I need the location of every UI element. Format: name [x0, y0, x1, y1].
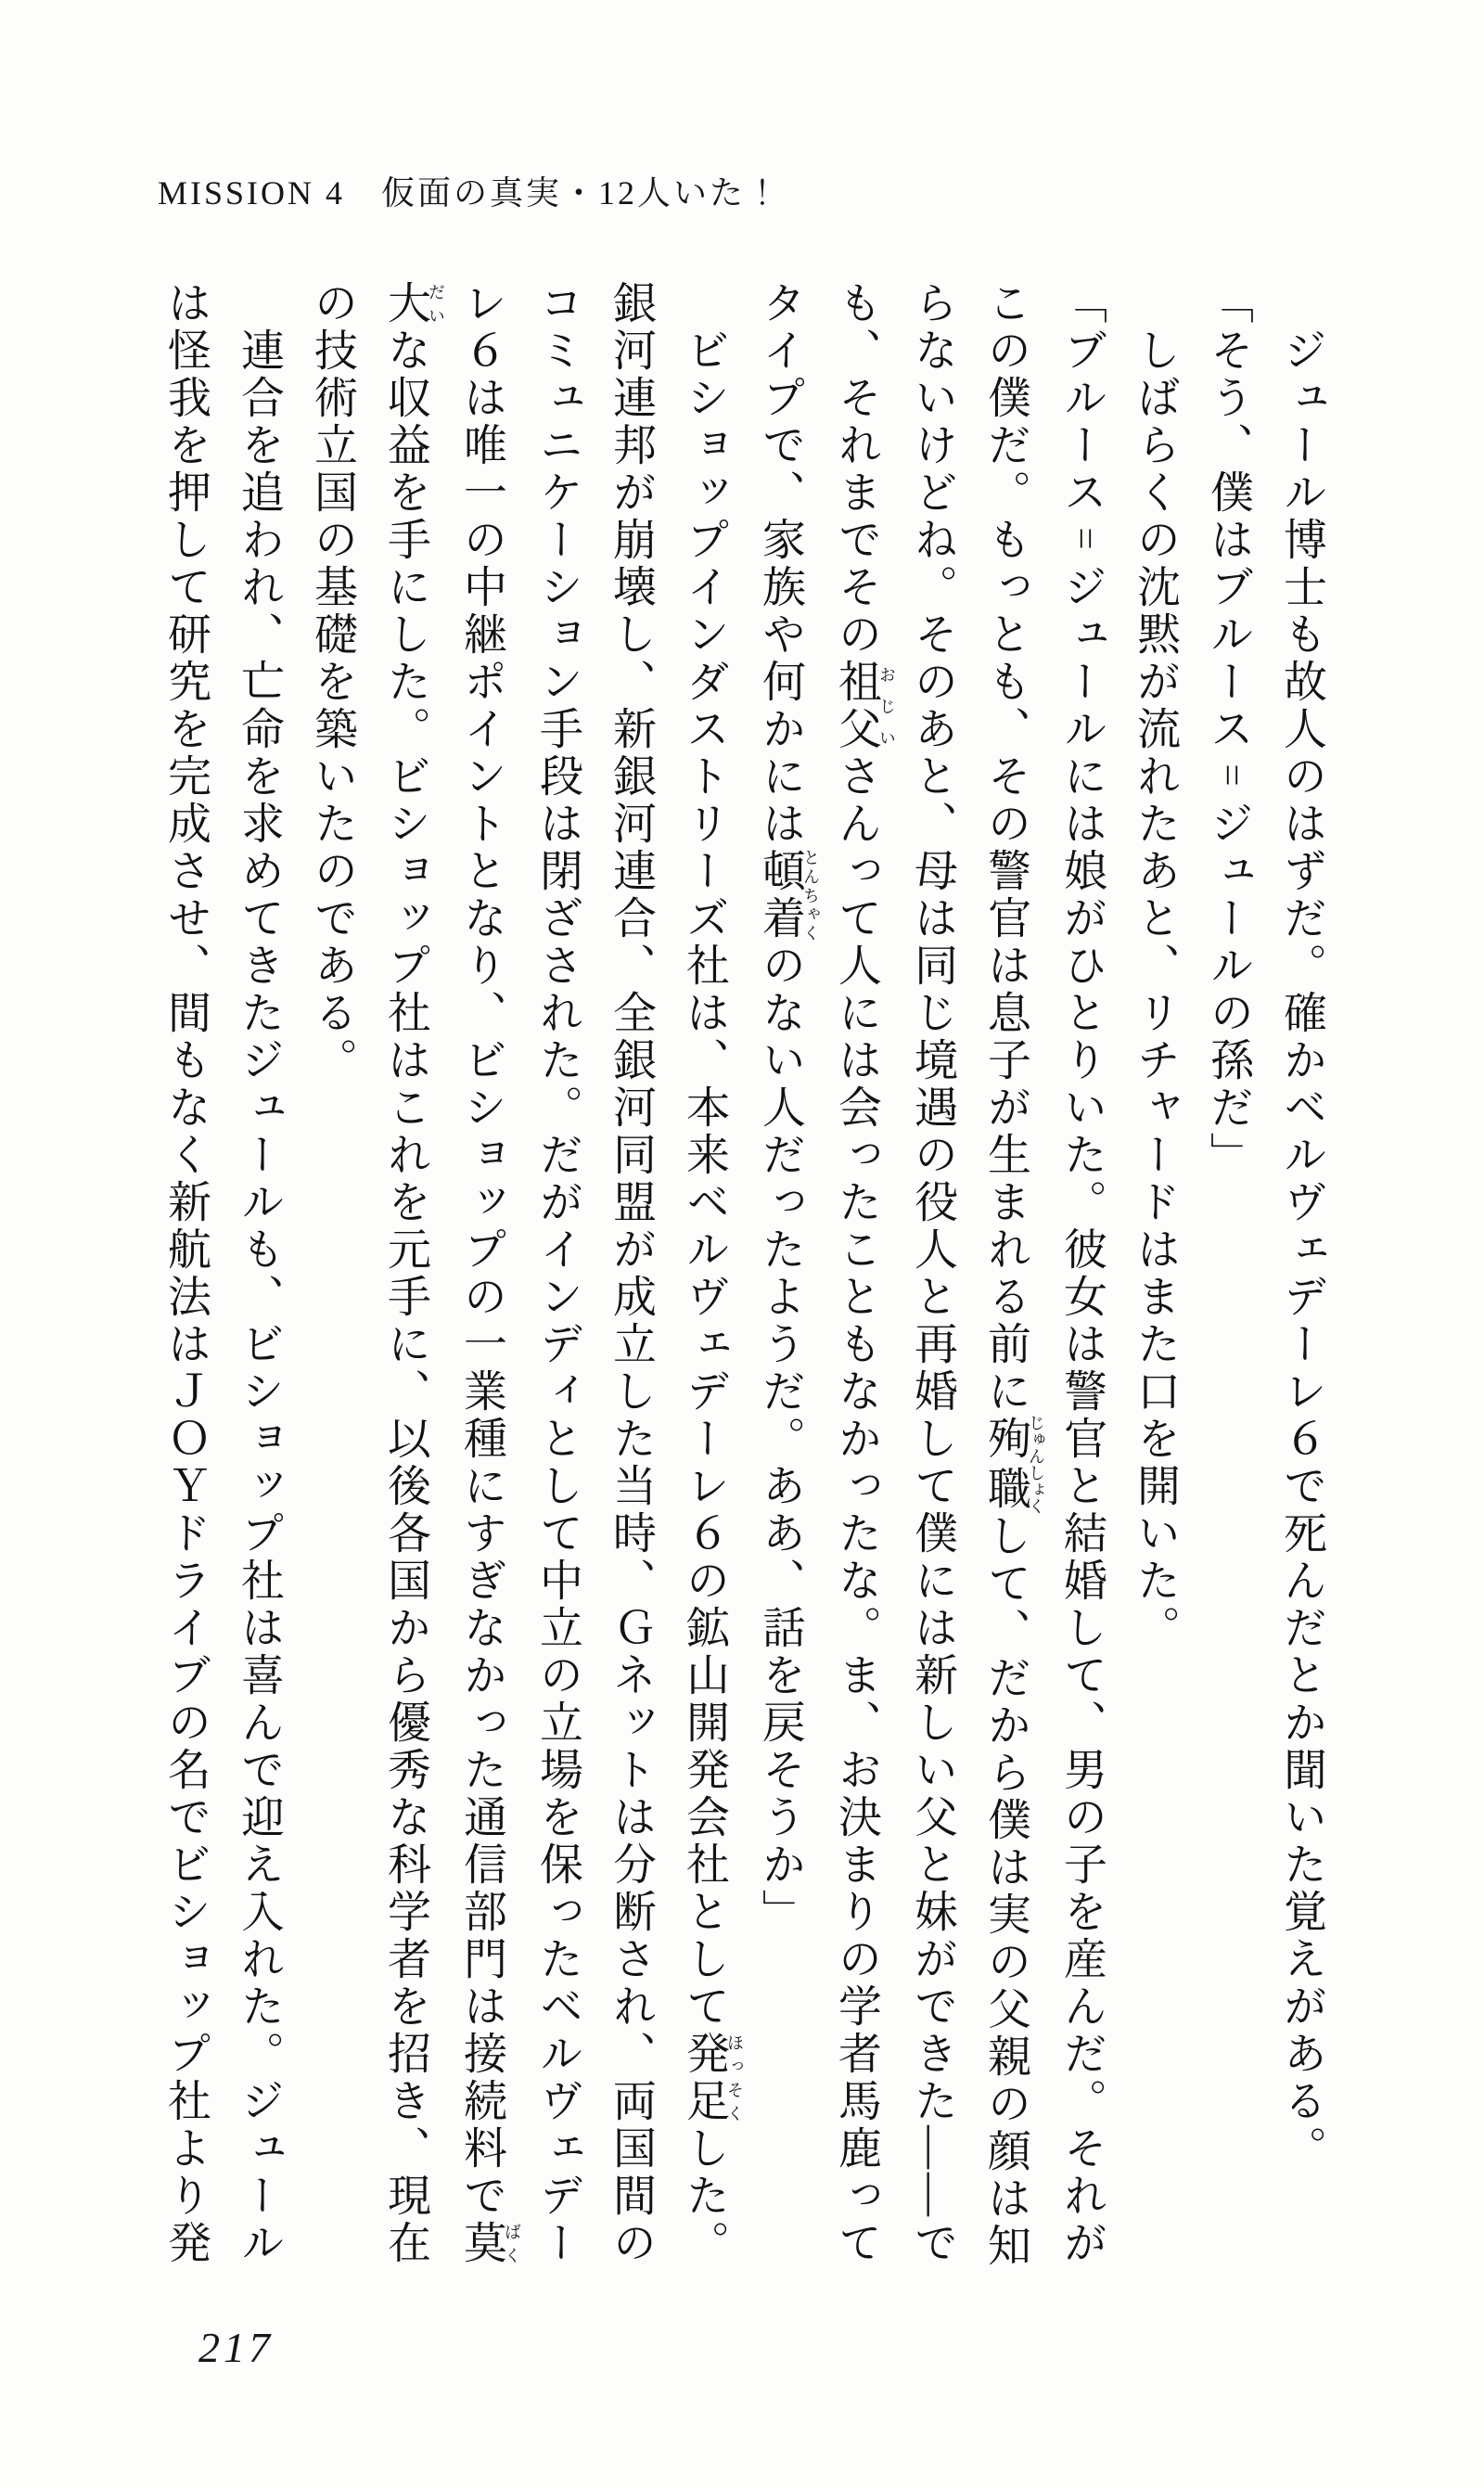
ruby-annotated-word: 殉職じゅんしょく [981, 1414, 1045, 1515]
text-line: コミュニケーション手段は閉ざされた。だがインディとして中立の立場を保ったベルヴェデー [533, 280, 582, 2267]
text-line: 銀河連邦が崩壊し、新銀河連合、全銀河同盟が成立した当時、Ｇネットは分断され、両国間の [607, 280, 655, 2267]
text-line: らないけどね。そのあと、母は同じ境遇の役人と再婚して僕には新しい父と妹ができた――で [908, 280, 956, 2267]
text-line: 連合を追われ、亡命を求めてきたジュールも、ビショップ社は喜んで迎え入れた。ジュール [235, 327, 283, 2267]
text-line: の技術立国の基礎を築いたのである。 [308, 280, 356, 1084]
ruby-annotated-word: 大だい [381, 280, 445, 327]
text-columns [148, 280, 1337, 2275]
text-line: レ６は唯一の中継ポイントとなり、ビショップの一業種にすぎなかった通信部門は接続料で莫ばく [457, 280, 521, 2267]
ruby-annotated-word: 発足ほっそく [680, 2031, 744, 2125]
text-line: ジュール博士も故人のはずだ。確かベルヴェデーレ６で死んだとか聞いた覚えがある。 [1277, 327, 1325, 2173]
text-line: この僕だ。もっとも、その警官は息子が生まれる前に殉職じゅんしょくして、だから僕は実の父親の顔は知 [981, 280, 1045, 2270]
text-line: タイプで、家族や何かには頓着とんちゃくのない人だったようだ。ああ、話を戻そうか」 [756, 280, 820, 1936]
text-line: ビショップインダストリーズ社は、本来ベルヴェデーレ６の鉱山開発会社として発足ほっそくした。 [680, 327, 744, 2267]
page-number: 217 [198, 2324, 274, 2371]
ruby-annotated-word: 頓着とんちゃく [756, 848, 820, 943]
ruby-annotated-word: 莫ばく [457, 2220, 521, 2267]
ruby-annotated-word: 祖父おじい [832, 659, 896, 753]
text-line: 「そう、僕はブルース゠ジュールの孫だ」 [1204, 280, 1252, 1179]
text-line: 大だいな収益を手にした。ビショップ社はこれを元手に、以後各国から優秀な科学者を招き、現在 [381, 280, 445, 2267]
text-line: も、それまでその祖父おじいさんって人には会ったこともなかったな。ま、お決まりの学者馬鹿って [832, 280, 896, 2267]
text-line: 「ブルース゠ジュールには娘がひとりいた。彼女は警官と結婚して、男の子を産んだ。それが [1057, 280, 1106, 2267]
text-line: は怪我を押して研究を完成させ、間もなく新航法はＪＯＹドライブの名でビショップ社より発 [161, 280, 210, 2267]
text-line: しばらくの沈黙が流れたあと、リチャードはまた口を開いた。 [1131, 327, 1179, 1652]
chapter-header: MISSION 4 仮面の真実・12人いた！ [158, 174, 783, 212]
